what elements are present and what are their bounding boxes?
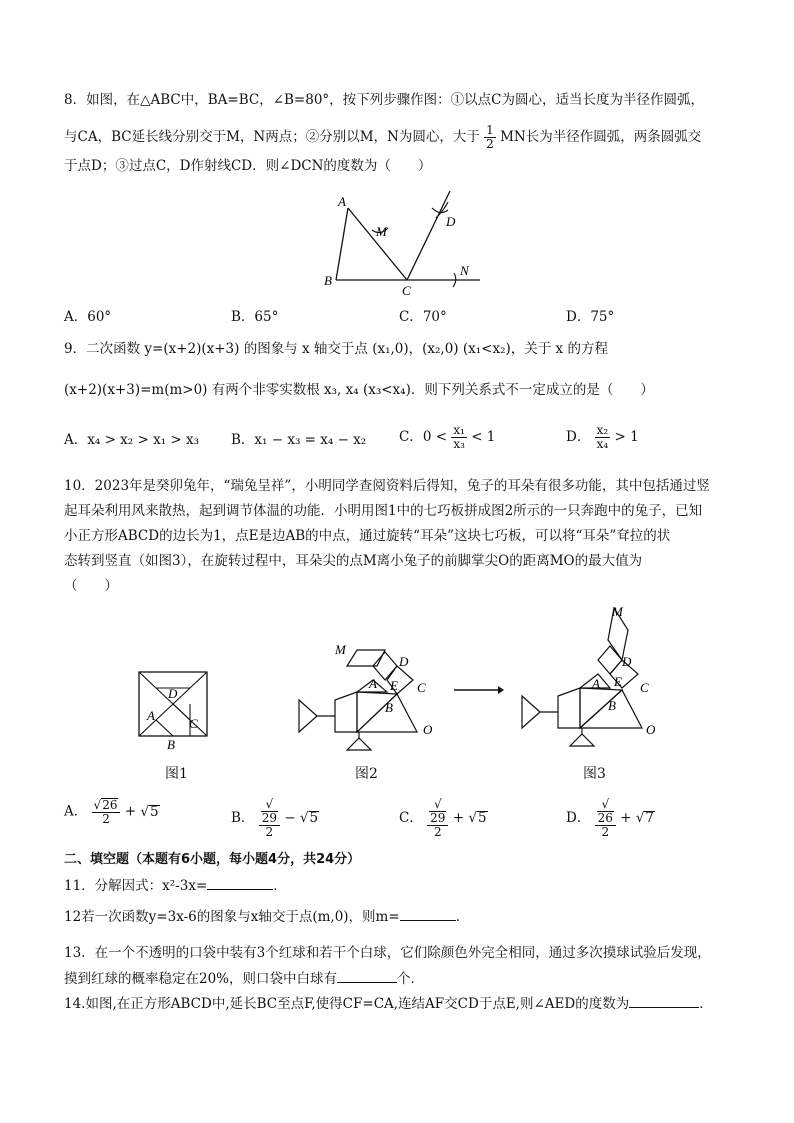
q10-option-A-fraction [92, 798, 121, 826]
q10-option-A-num: √26 [92, 798, 121, 813]
q10-option-A-op: + [124, 803, 137, 820]
q10-option-B-op: − [284, 810, 296, 826]
q12-answer-blank[interactable] [400, 908, 456, 921]
q8-line2-part2: MN长为半径作圆弧，两条圆弧交 [500, 129, 702, 145]
q13-answer-blank[interactable] [337, 970, 397, 983]
q10-option-A-den: 2 [102, 812, 110, 826]
q9-line1: 9．二次函数 y=(x+2)(x+3) 的图象与 x 轴交于点 (x₁,0)，(x₂,0) (x₁<x₂)，关于 x 的方程 [64, 341, 608, 357]
q13-line2 [64, 970, 424, 987]
q9-option-D-prefix: D． [566, 429, 591, 445]
q10-option-A-sqrt: √5 [140, 803, 159, 820]
q10-option-D [566, 798, 655, 839]
q8-fraction-half [484, 124, 496, 151]
q9-line2: (x+2)(x+3)=m(m>0) 有两个非零实数根 x₃, x₄ (x₃<x₄)．则下列关系式不一定成立的是（ ） [64, 382, 654, 398]
q14-answer-blank[interactable] [629, 995, 699, 1008]
q9-option-C-prefix: C．0 < [399, 429, 448, 445]
q8-option-D: D．75° [566, 309, 615, 325]
q8-line2 [64, 124, 701, 151]
q10-option-D-root2: 7 [645, 810, 655, 826]
q10-figure-3 [518, 600, 668, 760]
q9-option-D-num: x₂ [596, 423, 609, 437]
q11-answer-blank[interactable] [207, 877, 273, 890]
q10-fig3-label-O: O [646, 722, 656, 737]
q11-end: ． [273, 878, 287, 894]
q8-option-B: B．65° [231, 309, 279, 325]
q11-text: 11．分解因式：x²-3x= [64, 878, 208, 894]
q10-fig3-label-E: E [614, 674, 622, 689]
q8-option-C: C．70° [399, 309, 447, 325]
q10-fig2-label-M: M [335, 642, 346, 657]
q9-option-D-fraction [595, 424, 611, 451]
q10-fig2-label-B: B [385, 700, 393, 715]
q14-text: 14.如图,在正方形ABCD中,延长BC至点F,使得CF=CA,连结AF交CD于点E,则∠AED的度数为 [64, 996, 630, 1012]
q10-figure-1 [139, 672, 209, 752]
q8-line1: 8．如图，在△ABC中，BA=BC，∠B=80°，按下列步骤作图：①以点C为圆心，适当长度为半径作圆弧， [64, 92, 705, 108]
q13-line1: 13．在一个不透明的口袋中装有3个红球和若干个白球，它们除颜色外完全相同，通过多次摸球试验后发现， [64, 945, 711, 961]
q10-arrow-icon [454, 684, 504, 696]
q13-line2-end: 个． [397, 971, 425, 987]
q10-option-C-fraction [427, 798, 448, 839]
q10-line2: 起耳朵利用风来散热，起到调节体温的功能．小明用图1中的七巧板拼成图2所示的一只奔跑中的兔子，已知 [64, 503, 703, 519]
q10-fig2-label-A: A [369, 676, 377, 691]
q10-option-A-root1: 26 [102, 798, 118, 812]
section2-heading: 二、填空题（本题有6小题，每小题4分，共24分） [64, 852, 361, 867]
q9-option-B: B．x₁ − x₃ = x₄ − x₂ [231, 432, 367, 448]
q10-option-C-root1: 29 [430, 811, 446, 825]
q13-line2-text: 摸到红球的概率稳定在20%，则口袋中白球有 [64, 971, 338, 987]
q8-frac-num: 1 [486, 123, 494, 137]
q8-label-M: M [376, 224, 387, 239]
q10-option-D-fraction [595, 798, 616, 839]
q10-option-C-num: √ 29 [427, 798, 448, 826]
q10-option-D-sqrt: √7 [635, 810, 655, 826]
q10-caption-fig2: 图2 [355, 766, 378, 782]
q14-end: ． [699, 996, 713, 1012]
q9-option-C-suffix: < 1 [471, 429, 496, 445]
q10-fig2-label-C: C [417, 680, 426, 695]
q10-line4: 态转到竖直（如图3），在旋转过程中，耳朵尖的点M离小兔子的前脚掌尖O的距离MO的最大值为 [64, 553, 643, 569]
q10-fig1-label-D: D [168, 686, 178, 701]
q10-option-C-op: + [452, 810, 465, 826]
q10-caption-fig1: 图1 [165, 766, 188, 782]
q10-option-C-den: 2 [433, 825, 442, 839]
q10-fig1-label-A: A [147, 708, 155, 723]
q9-option-C-num: x₁ [453, 423, 465, 437]
q10-fig3-label-D: D [622, 654, 632, 669]
q10-fig1-label-B: B [167, 737, 175, 752]
q9-option-C-den: x₃ [453, 437, 465, 451]
q8-label-B: B [324, 273, 332, 288]
q8-label-D: D [446, 214, 456, 229]
q8-label-A: A [338, 194, 346, 209]
q10-caption-fig3: 图3 [583, 766, 606, 782]
q10-fig2-label-O: O [423, 722, 433, 737]
q10-option-B [231, 798, 319, 839]
q10-option-B-root1: 29 [261, 811, 277, 825]
q8-option-A: A．60° [64, 309, 112, 325]
q10-fig3-label-C: C [640, 680, 649, 695]
q9-option-D-den: x₄ [596, 437, 609, 451]
q10-option-B-root2: 5 [309, 810, 319, 826]
q10-option-C-root2: 5 [477, 810, 487, 826]
q10-fig1-label-C: C [189, 716, 198, 731]
q10-option-A [64, 798, 160, 826]
q11 [64, 877, 287, 894]
q10-option-D-op: + [620, 810, 632, 826]
q10-fig3-label-M: M [612, 604, 623, 619]
q9-option-C-fraction [451, 424, 467, 451]
q10-option-A-label: A． [64, 803, 88, 820]
q8-label-N: N [460, 263, 469, 278]
q10-fig2-label-D: D [399, 654, 409, 669]
q12-text: 12若一次函数y=3x-6的图象与x轴交于点(m,0)，则m= [64, 909, 400, 925]
q10-line3: 小正方形ABCD的边长为1，点E是边AB的中点，通过旋转“耳朵”这块七巧板，可以将“耳朵”耷拉的状 [64, 528, 671, 544]
q14 [64, 995, 713, 1012]
q10-option-B-sqrt: √5 [299, 810, 319, 826]
q10-option-D-den: 2 [601, 825, 610, 839]
q10-option-C-sqrt: √5 [468, 810, 487, 826]
q10-option-B-num: √ 29 [259, 798, 280, 826]
q10-option-B-label: B． [231, 810, 255, 826]
q10-option-D-label: D． [566, 810, 591, 826]
q10-option-A-root2: 5 [150, 803, 159, 820]
q10-option-B-den: 2 [265, 825, 274, 839]
q10-fig2-label-E: E [390, 678, 398, 693]
q9-option-A: A．x₄ > x₂ > x₁ > x₃ [64, 432, 200, 448]
q8-line2-part1: 与CA，BC延长线分别交于M，N两点；②分别以M，N为圆心，大于 [64, 129, 480, 145]
q8-frac-den: 2 [486, 137, 494, 151]
q10-option-C-label: C． [399, 810, 423, 826]
q10-figure-2 [297, 642, 447, 752]
q8-line3: 于点D；③过点C，D作射线CD．则∠DCN的度数为（ ） [64, 158, 432, 174]
q10-option-B-fraction [259, 798, 280, 839]
q9-option-D [566, 424, 639, 451]
q10-fig3-label-A: A [592, 676, 600, 691]
q12-end: ． [455, 909, 470, 925]
q10-line1: 10．2023年是癸卯兔年，“瑞兔呈祥”，小明同学查阅资料后得知，兔子的耳朵有很多功能，其中包括通过竖 [64, 478, 710, 494]
q8-figure [320, 188, 490, 298]
q10-option-C [399, 798, 488, 839]
q10-line5: （ ） [64, 578, 118, 594]
q10-option-D-root1: 26 [597, 811, 613, 825]
q8-label-C: C [402, 283, 411, 298]
q12 [64, 908, 469, 925]
q9-option-C [399, 424, 495, 451]
q10-option-D-num: √ 26 [595, 798, 616, 826]
q10-fig3-label-B: B [608, 698, 616, 713]
q9-option-D-suffix: > 1 [614, 429, 639, 445]
